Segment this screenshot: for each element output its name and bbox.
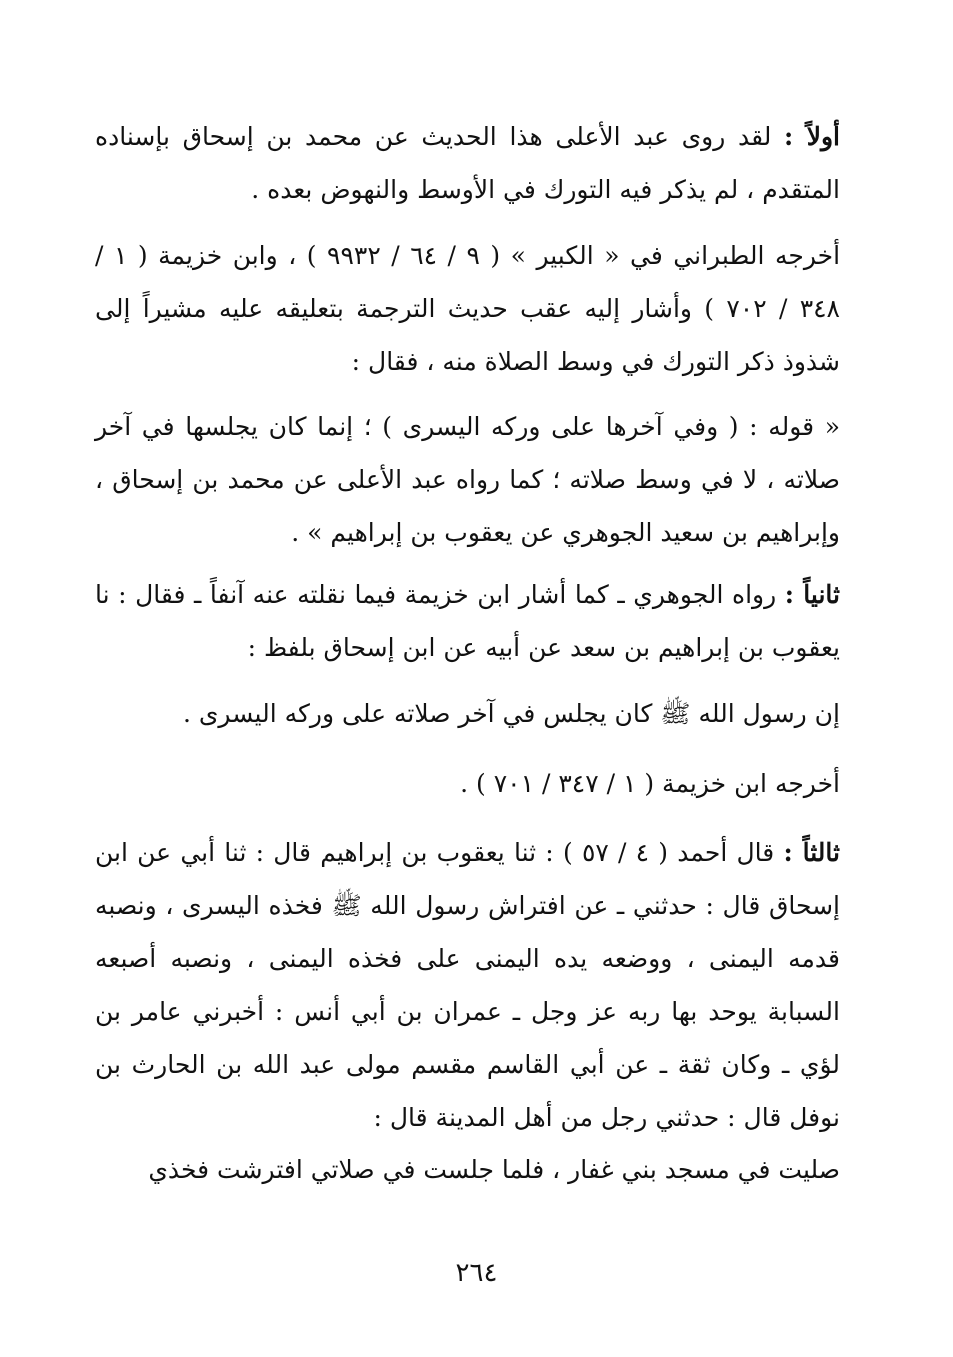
- takhrij-text: [460, 757, 840, 810]
- paragraph-quote: [95, 400, 840, 559]
- hadith-text: [183, 687, 840, 740]
- paragraph-lead: أولاً :: [784, 122, 840, 151]
- paragraph-tabarani: [95, 229, 840, 388]
- paragraph-first: [95, 110, 840, 216]
- paragraph-text: صليت في مسجد بني غفار ، فلما جلست في صلاتي افترشت فخذي: [148, 1155, 840, 1184]
- paragraph-text: إن رسول الله ﷺ كان يجلس في آخر صلاته على وركه اليسرى .: [182, 699, 840, 728]
- paragraph-text: لقد روى عبد الأعلى هذا الحديث عن محمد بن إسحاق بإسناده المتقدم ، لم يذكر فيه التورك في الأوسط والنهوض بعده .: [95, 122, 840, 204]
- paragraph-third: [95, 826, 840, 1144]
- paragraph-second: [95, 568, 840, 674]
- paragraph-text: قال أحمد ( ٤ / ٥٧ ) : ثنا يعقوب بن إبراهيم قال : ثنا أبي عن ابن إسحاق قال : حدثني ـ عن افتراش رسول الله ﷺ فخذه اليسرى ، ونصبه قدمه اليمنى ، ووضعه يده اليمنى على فخذه اليمنى ، ونصبه أصبعه السبابة يوحد بها ربه عز وجل ـ عمران بن أبي أنس : أخبرني عامر بن لؤي ـ وكان ثقة ـ عن أبي القاسم مقسم مولى عبد الله بن الحارث بن نوفل قال : حدثني رجل من أهل المدينة قال :: [95, 838, 840, 1132]
- paragraph-text: أخرجه الطبراني في « الكبير » ( ٩ / ٦٤ / ٩٩٣٢ ) ، وابن خزيمة ( ١ / ٣٤٨ / ٧٠٢ ) وأشار إليه عقب حديث الترجمة بتعليقه عليه مشيراً إلى شذوذ ذكر التورك في وسط الصلاة منه ، فقال :: [95, 241, 841, 376]
- paragraph-lead: ثانياً :: [784, 580, 840, 609]
- paragraph-text: « قوله : ( وفي آخرها على وركه اليسرى ) ؛ إنما كان يجلسها في آخر صلاته ، لا في وسط صلاته ؛ كما رواه عبد الأعلى عن محمد بن إسحاق ، وإبراهيم بن سعيد الجوهري عن يعقوب بن إبراهيم » .: [95, 412, 840, 547]
- page-number: ٢٦٤: [455, 1258, 498, 1288]
- paragraph-last: [95, 1143, 840, 1196]
- paragraph-text: أخرجه ابن خزيمة ( ١ / ٣٤٧ / ٧٠١ ) .: [460, 769, 840, 798]
- paragraph-lead: ثالثاً :: [783, 838, 840, 867]
- paragraph-text: رواه الجوهري ـ كما أشار ابن خزيمة فيما نقلته عنه آنفاً ـ فقال : نا يعقوب بن إبراهيم بن سعد عن أبيه عن ابن إسحاق بلفظ :: [95, 580, 840, 662]
